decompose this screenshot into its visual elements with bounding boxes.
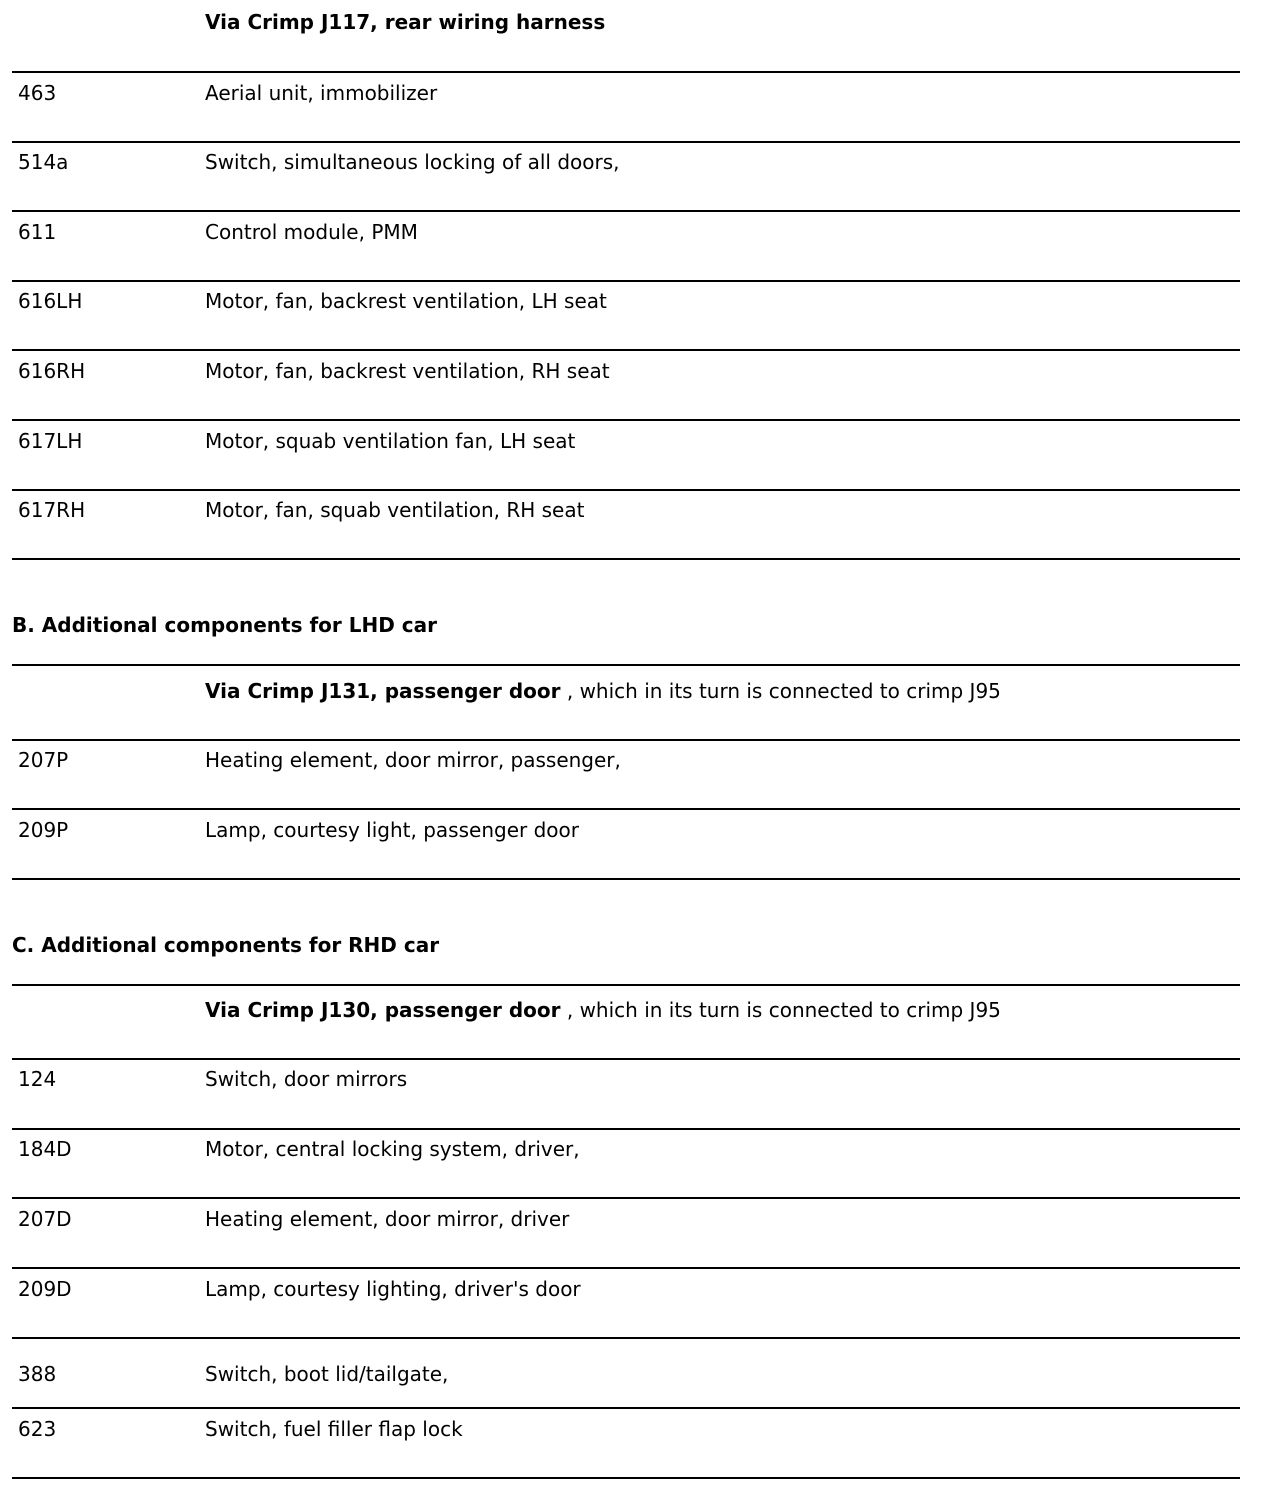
component-description: Motor, squab ventilation fan, LH seat xyxy=(205,429,576,453)
component-code: 623 xyxy=(18,1417,57,1441)
component-description: Aerial unit, immobilizer xyxy=(205,81,438,105)
component-description: Motor, central locking system, driver, xyxy=(205,1137,580,1161)
divider xyxy=(12,71,1240,73)
component-code: 463 xyxy=(18,81,57,105)
divider xyxy=(12,1128,1240,1130)
divider xyxy=(12,1477,1240,1479)
component-description: Heating element, door mirror, passenger, xyxy=(205,748,621,772)
component-description: Heating element, door mirror, driver xyxy=(205,1207,570,1231)
divider xyxy=(12,349,1240,351)
divider xyxy=(12,1197,1240,1199)
section-c-heading xyxy=(205,998,1001,1022)
divider xyxy=(12,489,1240,491)
divider xyxy=(12,984,1240,986)
component-description: Control module, PMM xyxy=(205,220,418,244)
component-code: 514a xyxy=(18,150,69,174)
divider xyxy=(12,808,1240,810)
component-description: Motor, fan, squab ventilation, RH seat xyxy=(205,498,585,522)
component-code: 616LH xyxy=(18,289,83,313)
section-c-heading-bold: Via Crimp J130, passenger door xyxy=(205,998,561,1022)
component-description: Switch, simultaneous locking of all doors, xyxy=(205,150,620,174)
section-b-heading-rest: , which in its turn is connected to crimp J95 xyxy=(560,679,1001,703)
component-code: 617RH xyxy=(18,498,86,522)
component-code: 207P xyxy=(18,748,69,772)
component-code: 124 xyxy=(18,1067,57,1091)
component-description: Lamp, courtesy light, passenger door xyxy=(205,818,579,842)
component-description: Switch, fuel filler flap lock xyxy=(205,1417,463,1441)
divider xyxy=(12,1267,1240,1269)
component-code: 207D xyxy=(18,1207,72,1231)
section-c-title: C. Additional components for RHD car xyxy=(12,933,440,957)
divider xyxy=(12,1337,1240,1339)
divider xyxy=(12,280,1240,282)
component-code: 611 xyxy=(18,220,57,244)
divider xyxy=(12,739,1240,741)
component-description: Switch, boot lid/tailgate, xyxy=(205,1362,449,1386)
component-description: Lamp, courtesy lighting, driver's door xyxy=(205,1277,581,1301)
section-c-heading-rest: , which in its turn is connected to crimp J95 xyxy=(560,998,1001,1022)
divider xyxy=(12,1058,1240,1060)
section-b-title: B. Additional components for LHD car xyxy=(12,613,437,637)
component-description: Motor, fan, backrest ventilation, RH seat xyxy=(205,359,610,383)
component-code: 388 xyxy=(18,1362,57,1386)
component-description: Motor, fan, backrest ventilation, LH seat xyxy=(205,289,607,313)
divider xyxy=(12,664,1240,666)
component-code: 616RH xyxy=(18,359,86,383)
component-code: 209D xyxy=(18,1277,72,1301)
component-code: 184D xyxy=(18,1137,72,1161)
divider xyxy=(12,141,1240,143)
divider xyxy=(12,1407,1240,1409)
divider xyxy=(12,210,1240,212)
group-a-heading: Via Crimp J117, rear wiring harness xyxy=(205,10,606,34)
section-b-heading xyxy=(205,679,1001,703)
component-description: Switch, door mirrors xyxy=(205,1067,408,1091)
component-code: 209P xyxy=(18,818,69,842)
component-code: 617LH xyxy=(18,429,83,453)
divider xyxy=(12,878,1240,880)
divider xyxy=(12,419,1240,421)
section-b-heading-bold: Via Crimp J131, passenger door xyxy=(205,679,561,703)
divider xyxy=(12,558,1240,560)
